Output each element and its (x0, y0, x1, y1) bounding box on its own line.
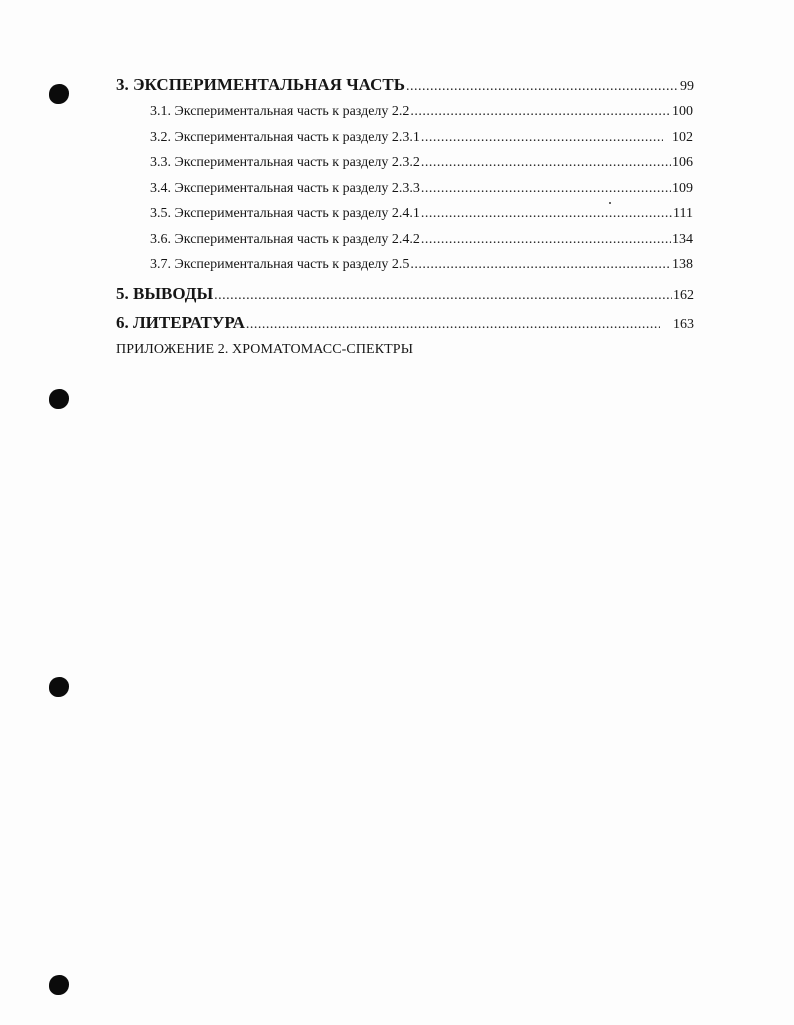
toc-entry-section (150, 206, 693, 222)
toc-entry-title: 3.4. Экспериментальная часть к разделу 2.3.3 (150, 181, 420, 196)
toc-entry-chapter-5 (116, 284, 694, 304)
toc-entry-title: 3.1. Экспериментальная часть к разделу 2.2 (150, 104, 410, 119)
dot-leader (421, 181, 671, 197)
punch-hole (49, 389, 69, 409)
toc-entry-title: 3.3. Экспериментальная часть к разделу 2.3.2 (150, 155, 420, 170)
toc-entry-page: 102 (672, 130, 693, 145)
dot-leader (421, 232, 671, 248)
punch-hole (49, 677, 69, 697)
toc-entry-page: 163 (673, 317, 694, 332)
toc-entry-section (150, 181, 693, 197)
toc-entry-title: 5. ВЫВОДЫ (116, 284, 214, 303)
toc-entry-page: 134 (672, 232, 693, 247)
dot-leader (410, 257, 671, 273)
toc-entry-title: 3.6. Экспериментальная часть к разделу 2.4.2 (150, 232, 420, 247)
toc-entry-section (150, 155, 693, 171)
toc-entry-title: 3. ЭКСПЕРИМЕНТАЛЬНАЯ ЧАСТЬ (116, 75, 405, 94)
punch-hole (49, 975, 69, 995)
toc-entry-title: 3.7. Экспериментальная часть к разделу 2.5 (150, 257, 410, 272)
toc-entry-page: 162 (673, 288, 694, 303)
toc-entry-chapter-3 (116, 75, 694, 95)
toc-entry-page: 109 (672, 181, 693, 196)
toc-entry-chapter-6 (116, 313, 694, 333)
toc-entry-section (150, 232, 693, 248)
dot-leader (410, 104, 671, 120)
toc-entry-section (150, 257, 693, 273)
toc-entry-page: 106 (672, 155, 693, 170)
toc-entry-page: 100 (672, 104, 693, 119)
toc-entry-page: 99 (680, 79, 694, 94)
toc-entry-title: 3.5. Экспериментальная часть к разделу 2.4.1 (150, 206, 420, 221)
dot-leader (406, 79, 679, 95)
punch-hole (49, 84, 69, 104)
toc-entry-section (150, 130, 693, 146)
toc-entry-title: 6. ЛИТЕРАТУРА (116, 313, 245, 332)
scan-speck (609, 202, 611, 204)
toc-entry-page: 138 (672, 257, 693, 272)
dot-leader (421, 130, 663, 146)
toc-entry-section (150, 104, 693, 120)
toc-entry-page: 111 (673, 206, 693, 221)
dot-leader (421, 206, 672, 222)
dot-leader (214, 288, 672, 304)
toc-appendix: ПРИЛОЖЕНИЕ 2. ХРОМАТОМАСС-СПЕКТРЫ (116, 342, 413, 357)
toc-entry-title: 3.2. Экспериментальная часть к разделу 2.3.1 (150, 130, 420, 145)
dot-leader (421, 155, 671, 171)
dot-leader (246, 317, 660, 333)
